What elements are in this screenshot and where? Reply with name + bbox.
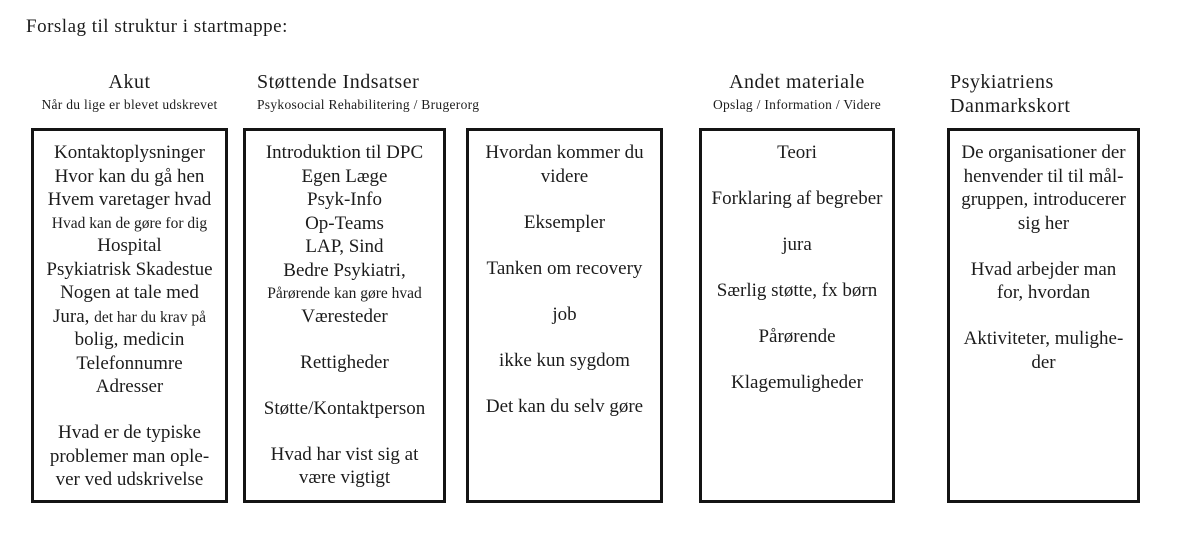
box-line-spacer	[702, 166, 892, 189]
column-title: Støttende Indsatser	[257, 71, 420, 93]
box-line-spacer	[950, 306, 1137, 329]
box-line-text: LAP, Sind	[305, 236, 384, 257]
box-line-text: Nogen at tale med	[60, 282, 199, 303]
box-line-text: Det kan du selv gøre	[485, 395, 644, 417]
box-line-text: Hvad arbejder man	[970, 258, 1117, 280]
box-line	[246, 260, 443, 284]
column-header-psykiatriens-danmarkskort	[950, 70, 1070, 118]
box-line-text: job	[552, 303, 577, 325]
box-line-spacer	[246, 421, 443, 444]
psykiatriens-danmarkskort-box	[947, 128, 1140, 503]
box-line-spacer	[469, 235, 660, 258]
box-line	[246, 236, 443, 260]
box-line	[702, 326, 892, 350]
page-title: Forslag til struktur i startmappe:	[26, 16, 288, 37]
box-line	[702, 234, 892, 258]
box-line-spacer	[702, 258, 892, 281]
box-line	[246, 444, 443, 468]
box-line	[950, 282, 1137, 306]
column-title: Akut	[108, 71, 151, 93]
box-line	[469, 212, 660, 236]
box-line	[469, 142, 660, 166]
box-line	[34, 329, 225, 353]
box-line-text: problemer man ople-	[49, 445, 210, 467]
box-line-text: ikke kun sygdom	[499, 349, 630, 371]
box-line-text: De organisationer der	[961, 142, 1126, 163]
box-line	[702, 372, 892, 396]
box-line	[702, 280, 892, 304]
box-line-text: Teori	[777, 142, 817, 163]
box-line-text: Hvordan kommer du	[485, 142, 644, 163]
box-line-text: Pårørende	[758, 326, 836, 347]
box-line	[246, 142, 443, 166]
box-line-text: gruppen, introducerer	[961, 189, 1126, 210]
box-line-spacer	[34, 400, 225, 423]
column-subtitle: Psykosocial Rehabilitering / Brugerorg	[257, 97, 480, 112]
box-line-spacer	[702, 212, 892, 235]
box-line-text: Aktiviteter, mulighe-	[963, 328, 1124, 349]
box-line	[246, 189, 443, 213]
box-line-text: bolig, medicin	[74, 329, 185, 350]
column-title-line-1: Psykiatriens	[950, 71, 1054, 93]
box-line	[246, 398, 443, 422]
box-line-text: Væresteder	[301, 305, 388, 327]
box-line	[702, 188, 892, 212]
box-line-text: Hospital	[97, 235, 162, 256]
box-line-text: Rettigheder	[300, 351, 389, 373]
box-line-text: Klagemuligheder	[731, 372, 863, 393]
box-line	[34, 376, 225, 400]
box-line	[950, 328, 1137, 352]
box-line-text: Psyk-Info	[307, 189, 382, 210]
box-line-text: Hvad er de typiske	[58, 422, 201, 443]
box-line	[246, 306, 443, 330]
box-line	[469, 166, 660, 190]
box-line	[34, 142, 225, 166]
column-subtitle: Opslag / Information / Videre	[712, 97, 882, 112]
andet-materiale-box	[699, 128, 895, 503]
akut-box	[31, 128, 228, 503]
box-line	[246, 467, 443, 491]
box-line-spacer	[469, 373, 660, 396]
box-line-text: for, hvordan	[996, 282, 1091, 303]
box-line	[246, 213, 443, 237]
box-line-spacer	[702, 304, 892, 327]
column-header-stoettende-indsatser	[257, 70, 479, 113]
box-line	[469, 304, 660, 328]
box-line-text: Eksempler	[523, 211, 606, 233]
box-line-text: Adresser	[95, 376, 164, 397]
box-line-text: Hvor kan du gå hen	[54, 165, 205, 187]
box-line	[34, 235, 225, 259]
box-line-text: være vigtigt	[298, 467, 391, 488]
box-line	[246, 166, 443, 190]
box-line	[950, 352, 1137, 376]
box-line	[34, 166, 225, 190]
box-line-text: det har du krav på	[94, 308, 207, 326]
box-line-text: Psykiatrisk Skadestue	[46, 258, 213, 280]
box-line-spacer	[246, 375, 443, 398]
stoettende-indsatser-box-1	[243, 128, 446, 503]
column-title-line-2: Danmarkskort	[950, 95, 1071, 117]
box-line-text: Kontaktoplysninger	[54, 142, 205, 163]
box-line	[469, 396, 660, 420]
box-line	[950, 142, 1137, 166]
column-header-akut	[31, 70, 228, 113]
column-title: Andet materiale	[729, 71, 865, 93]
box-line-text: jura	[782, 234, 812, 255]
box-line	[34, 189, 225, 213]
box-line-spacer	[469, 281, 660, 304]
box-line	[950, 213, 1137, 237]
box-line	[950, 259, 1137, 283]
box-line-spacer	[469, 327, 660, 350]
column-subtitle: Når du lige er blevet udskrevet	[41, 97, 218, 112]
box-line-spacer	[469, 189, 660, 212]
box-line-text: Hvad har vist sig at	[270, 443, 419, 465]
box-line-text: Tanken om recovery	[486, 257, 643, 279]
box-line-text: Bedre Psykiatri,	[283, 259, 406, 281]
box-line-spacer	[950, 236, 1137, 259]
box-line	[469, 350, 660, 374]
box-line	[950, 166, 1137, 190]
box-line-text: sig her	[1017, 212, 1070, 234]
box-line-text: Særlig støtte, fx børn	[716, 280, 878, 301]
box-line-spacer	[702, 350, 892, 373]
box-line-text: Telefonnumre	[76, 352, 183, 374]
box-line-text: Hvad kan de gøre for dig	[51, 214, 208, 232]
box-line	[34, 306, 225, 330]
box-line	[246, 352, 443, 376]
box-line-text: Forklaring af begreber	[711, 188, 883, 209]
box-line	[34, 469, 225, 493]
box-line	[34, 259, 225, 283]
box-line-text: Støtte/Kontaktperson	[263, 397, 426, 419]
box-line-text: Introduktion til DPC	[265, 142, 424, 163]
stoettende-indsatser-box-2	[466, 128, 663, 503]
box-line	[702, 142, 892, 166]
box-line-text: Op-Teams	[305, 212, 384, 234]
box-line-text: Egen Læge	[301, 165, 388, 187]
box-line	[246, 283, 443, 306]
column-header-andet-materiale	[699, 70, 895, 113]
box-line	[34, 353, 225, 377]
box-line-text: videre	[540, 165, 589, 187]
box-line	[34, 446, 225, 470]
box-line-text: henvender til til mål-	[963, 165, 1124, 187]
box-line-text: Jura,	[52, 305, 95, 327]
box-line	[950, 189, 1137, 213]
box-line	[34, 282, 225, 306]
box-line-spacer	[246, 329, 443, 352]
box-line-text: Hvem varetager hvad	[47, 189, 212, 210]
box-line	[34, 422, 225, 446]
box-line	[34, 213, 225, 236]
box-line-text: der	[1031, 351, 1056, 373]
box-line-text: ver ved udskrivelse	[55, 469, 204, 490]
box-line	[469, 258, 660, 282]
box-line-text: Pårørende kan gøre hvad	[267, 285, 422, 302]
